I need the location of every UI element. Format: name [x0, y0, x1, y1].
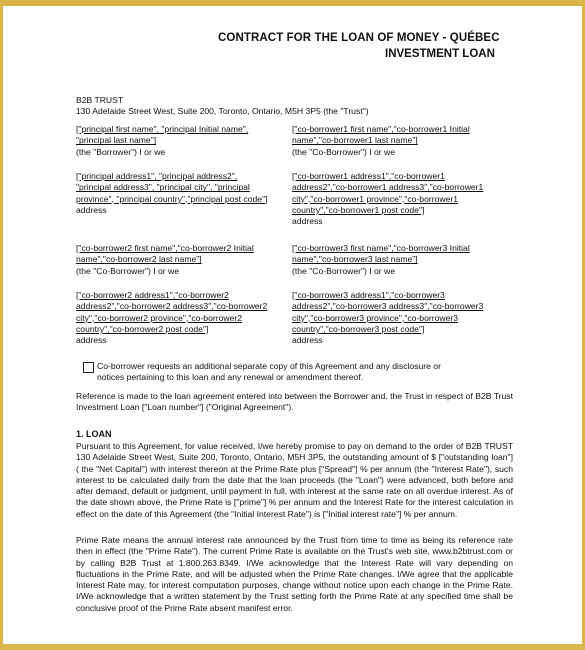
- co-borrower2-address-line: ["co-borrower2 address1","co-borrower2: [76, 290, 229, 300]
- borrower-name-line: "principal last name"]: [76, 135, 157, 146]
- borrower-name-line: ["principal first name", "principal Initial name",: [76, 124, 249, 134]
- separate-copy-label-line: Co-borrower requests an additional separate copy of this Agreement and any disclosure or: [97, 361, 441, 371]
- co-borrower1-address-line: city","co-borrower1 province","co-borrower1: [292, 193, 458, 204]
- co-borrower3-role: (the "Co-Borrower") I or we: [292, 265, 396, 276]
- reference-paragraph: Reference is made to the loan agreement entered into between the Borrower and. the Trust in respect of B2B Trust Investment Loan ["Loan number"] ("Original Agreement").: [76, 391, 513, 413]
- co-borrower2-address-line: country","co-borrower2 post code"]: [76, 323, 209, 334]
- co-borrower2-address-label: address: [76, 335, 107, 346]
- borrower-address-label: address: [76, 204, 107, 215]
- co-borrower1-address-line: ["co-borrower1 address1","co-borrower1: [292, 171, 445, 181]
- co-borrower3-address-line: country","co-borrower3 post code"]: [292, 323, 425, 334]
- co-borrower1-address-field[interactable]: [292, 171, 507, 227]
- borrower-role: (the "Borrower") I or we: [76, 146, 166, 157]
- co-borrower2-role: (the "Co-Borrower") I or we: [76, 265, 180, 276]
- section-loan-heading: 1. LOAN: [76, 429, 112, 439]
- co-borrower1-address-line: address2","co-borrower1 address3","co-borrower1: [292, 182, 484, 193]
- co-borrower1-name-line: ["co-borrower1 first name","co-borrower1 Initial: [292, 124, 470, 134]
- co-borrower2-address-line: city","co-borrower2 province","co-borrower2: [76, 312, 242, 323]
- borrower-address-field[interactable]: [76, 171, 296, 216]
- borrower-address-line: ["principal address1", "principal address2",: [76, 171, 238, 181]
- co-borrower3-address-line: ["co-borrower3 address1","co-borrower3: [292, 290, 445, 300]
- co-borrower1-role: (the "Co-Borrower") I or we: [292, 146, 396, 157]
- co-borrower3-address-line: address2","co-borrower3 address3","co-borrower3: [292, 301, 484, 312]
- separate-copy-label: [97, 361, 441, 384]
- separate-copy-label-line: notices pertaining to this loan and any renewal or amendment thereof.: [97, 372, 364, 383]
- separate-copy-checkbox[interactable]: [83, 362, 94, 373]
- loan-paragraph: Pursuant to this Agreement, for value received, I/we hereby promise to pay on demand to the order of B2B TRUST 130 Adelaide Street West, Suite 200, Toronto, Ontario, M5H 3P5, the outstanding amount of $ ["outstanding loan"] ( the "Net Capital") with interest thereon at the Prime Rate plus ["Spread"] % per annum (the "Interest Rate"), such interest to be calculated daily from the date that the loan proceeds (the "Loan") were advanced, both before and after demand, default or judgment, until payment in full, with interest at the same rate on all overdue interest. As of the date shown above, the Prime Rate is ["prime"] % per annum and the Interest Rate for the interest calculation in effect on the date of this Agreement (the "Initial Interest Rate") is ["Initial interest rate"] % per annum.: [76, 441, 513, 519]
- prime-rate-paragraph: Prime Rate means the annual interest rate announced by the Trust from time to time as being its reference rate then in effect (the "Prime Rate"). The current Prime Rate is available on the Trust's web site, www.b2btrust.com or by calling B2B Trust at 1.800.263.8349. I/We acknowledge that the Interest Rate will vary depending on fluctuations in the Prime Rate, and will be adjusted when the Prime Rate changes. I/We agree that the applicable Interest Rate may, for interest computation purposes, change without notice upon each change in the Prime Rate. I/We acknowledge that a written statement by the Trust setting forth the Prime Rate at any specified time shall be conclusive proof of the Prime Rate absent manifest error.: [76, 535, 513, 613]
- co-borrower3-address-label: address: [292, 335, 323, 346]
- borrower-address-line: province", "principal country","principal post code"]: [76, 193, 268, 204]
- contract-subtitle: INVESTMENT LOAN: [385, 48, 495, 60]
- co-borrower3-name-field[interactable]: [292, 243, 507, 277]
- trust-address: 130 Adelaide Street West, Suite 200, Toronto, Ontario, M5H 3P5 (the "Trust"): [76, 106, 369, 116]
- document-page: [3, 6, 582, 644]
- co-borrower3-name-line: name","co-borrower3 last name"]: [292, 254, 418, 265]
- co-borrower2-name-line: name","co-borrower2 last name"]: [76, 254, 202, 265]
- borrower-address-line: "principal address3", "principal city", "principal: [76, 182, 250, 193]
- co-borrower3-name-line: ["co-borrower3 first name","co-borrower3 Initial: [292, 243, 470, 253]
- co-borrower1-address-line: country","co-borrower1 post code"]: [292, 204, 425, 215]
- co-borrower2-address-field[interactable]: [76, 290, 294, 346]
- contract-title: CONTRACT FOR THE LOAN OF MONEY - QUÉBEC: [218, 32, 500, 44]
- co-borrower3-address-field[interactable]: [292, 290, 514, 346]
- co-borrower3-address-line: city","co-borrower3 province","co-borrower3: [292, 312, 458, 323]
- co-borrower2-name-line: ["co-borrower2 first name","co-borrower2 Initial: [76, 243, 254, 253]
- co-borrower1-address-label: address: [292, 216, 323, 227]
- co-borrower1-name-line: name","co-borrower1 last name"]: [292, 135, 418, 146]
- trust-name: B2B TRUST: [76, 95, 124, 105]
- co-borrower2-address-line: address2","co-borrower2 address3","co-borrower2: [76, 301, 268, 312]
- co-borrower2-name-field[interactable]: [76, 243, 291, 277]
- borrower-name-field[interactable]: [76, 124, 291, 158]
- co-borrower1-name-field[interactable]: [292, 124, 507, 158]
